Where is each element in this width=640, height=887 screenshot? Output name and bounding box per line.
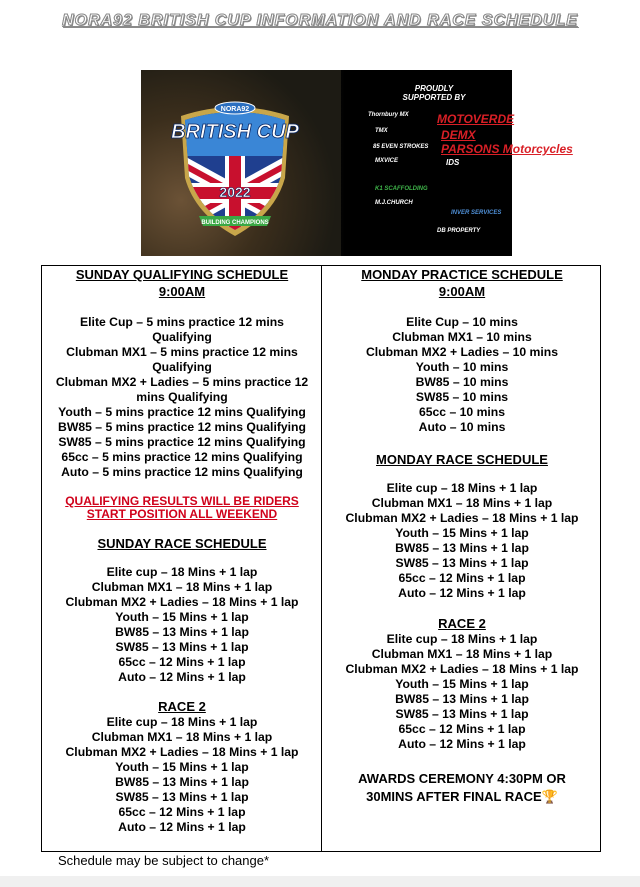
column-divider (321, 265, 322, 852)
sunday-column (44, 265, 320, 835)
qualifying-notice: QUALIFYING RESULTS WILL BE RIDERS (65, 494, 299, 508)
awards-text-line2 (325, 788, 599, 806)
monday-practice-list (325, 315, 599, 435)
trophy-icon: 🏆 (541, 789, 558, 804)
list-item: Clubman MX2 + Ladies – 18 Mins + 1 lap (345, 662, 579, 676)
sponsor-logo: MXVICE (375, 158, 399, 164)
sunday-race-heading: SUNDAY RACE SCHEDULE (97, 536, 267, 551)
list-item: Youth – 15 Mins + 1 lap (115, 760, 249, 774)
list-item: BW85 – 10 mins (415, 375, 509, 389)
list-item: Clubman MX1 – 18 Mins + 1 lap (371, 647, 553, 661)
sponsor-logo: IDS (446, 158, 460, 167)
logo-top-text: NORA92 (220, 106, 250, 113)
list-item: SW85 – 13 Mins + 1 lap (115, 640, 249, 654)
list-item: Elite cup – 18 Mins + 1 lap (106, 715, 258, 729)
list-item: 65cc – 5 mins practice 12 mins Qualifying (61, 450, 303, 464)
list-item: 65cc – 12 Mins + 1 lap (398, 722, 526, 736)
list-item: Elite Cup – 5 mins practice 12 mins (80, 315, 284, 329)
monday-practice-time: 9:00AM (438, 284, 486, 299)
list-item: Elite Cup – 10 mins (406, 315, 518, 329)
monday-race2-heading: RACE 2 (438, 616, 486, 631)
sponsor-logo: INVER SERVICES (451, 210, 502, 216)
list-item: Clubman MX1 – 5 mins practice 12 mins (66, 345, 298, 359)
list-item: Clubman MX2 + Ladies – 18 Mins + 1 lap (65, 595, 299, 609)
monday-race1-list (325, 481, 599, 601)
sponsor-logo: Thornbury MX (368, 112, 409, 118)
page-title: NORA92 BRITISH CUP INFORMATION AND RACE SCHEDULE (62, 12, 578, 29)
monday-race2-list (325, 632, 599, 752)
list-item: Auto – 5 mins practice 12 mins Qualifying (61, 465, 303, 479)
sunday-race2-list (44, 715, 320, 835)
sunday-qualifying-time: 9:00AM (158, 284, 206, 299)
logo-ribbon-text: BUILDING CHAMPIONS (201, 220, 269, 226)
list-item: Youth – 15 Mins + 1 lap (395, 526, 529, 540)
sunday-race1-list (44, 565, 320, 685)
sunday-qualifying-heading: SUNDAY QUALIFYING SCHEDULE (75, 267, 289, 282)
sunday-race2-heading: RACE 2 (158, 699, 206, 714)
supported-by-text: PROUDLY SUPPORTED BY (402, 84, 466, 102)
sponsor-logo: DEMX (441, 128, 476, 142)
list-item: Auto – 10 mins (418, 420, 506, 434)
sponsor-logo: DB PROPERTY (437, 228, 481, 234)
list-item: Qualifying (152, 360, 212, 374)
list-item: SW85 – 13 Mins + 1 lap (395, 556, 529, 570)
sponsor-logo: MOTOVERDE (437, 112, 515, 126)
sponsor-logo: PARSONS Motorcycles (441, 142, 573, 156)
list-item: Auto – 12 Mins + 1 lap (398, 586, 526, 600)
sponsor-logo: K1 SCAFFOLDING (375, 186, 428, 192)
logo-main-text: BRITISH CUP (171, 121, 299, 143)
list-item: 65cc – 10 mins (418, 405, 506, 419)
list-item: Youth – 15 Mins + 1 lap (115, 610, 249, 624)
sponsor-logo: M.J.CHURCH (375, 200, 413, 206)
awards-text: AWARDS CEREMONY 4:30PM OR (358, 771, 566, 786)
list-item: Clubman MX2 + Ladies – 18 Mins + 1 lap (345, 511, 579, 525)
list-item: SW85 – 13 Mins + 1 lap (115, 790, 249, 804)
list-item: Clubman MX2 + Ladies – 5 mins practice 12 (55, 375, 309, 389)
list-item: Clubman MX1 – 18 Mins + 1 lap (91, 580, 273, 594)
list-item: 65cc – 12 Mins + 1 lap (398, 571, 526, 585)
monday-race-heading: MONDAY RACE SCHEDULE (376, 452, 548, 467)
list-item: Youth – 15 Mins + 1 lap (395, 677, 529, 691)
list-item: Clubman MX1 – 18 Mins + 1 lap (91, 730, 273, 744)
footer-note: Schedule may be subject to change* (58, 853, 270, 868)
list-item: Clubman MX2 + Ladies – 10 mins (365, 345, 559, 359)
list-item: 65cc – 12 Mins + 1 lap (118, 655, 246, 669)
page-bottom-bar (0, 876, 640, 887)
list-item: BW85 – 13 Mins + 1 lap (115, 775, 249, 789)
list-item: Clubman MX1 – 10 mins (392, 330, 532, 344)
list-item: Youth – 10 mins (415, 360, 509, 374)
list-item: Auto – 12 Mins + 1 lap (118, 820, 246, 834)
list-item: SW85 – 10 mins (415, 390, 509, 404)
british-cup-logo (171, 98, 299, 238)
list-item: Clubman MX2 + Ladies – 18 Mins + 1 lap (65, 745, 299, 759)
list-item: BW85 – 13 Mins + 1 lap (395, 541, 529, 555)
sunday-qualifying-list (44, 315, 320, 480)
list-item: Qualifying (152, 330, 212, 344)
logo-year-text: 2022 (219, 184, 251, 200)
list-item: mins Qualifying (136, 390, 228, 404)
list-item: 65cc – 12 Mins + 1 lap (118, 805, 246, 819)
sponsor-logo: 85 EVEN STROKES (373, 144, 429, 150)
list-item: Auto – 12 Mins + 1 lap (118, 670, 246, 684)
list-item: Elite cup – 18 Mins + 1 lap (386, 481, 538, 495)
list-item: Clubman MX1 – 18 Mins + 1 lap (371, 496, 553, 510)
list-item: SW85 – 13 Mins + 1 lap (395, 707, 529, 721)
awards-text: 30MINS AFTER FINAL RACE (366, 789, 542, 804)
list-item: BW85 – 13 Mins + 1 lap (115, 625, 249, 639)
list-item: Elite cup – 18 Mins + 1 lap (106, 565, 258, 579)
qualifying-notice: START POSITION ALL WEEKEND (86, 507, 278, 521)
list-item: Youth – 5 mins practice 12 mins Qualifying (58, 405, 306, 419)
list-item: BW85 – 13 Mins + 1 lap (395, 692, 529, 706)
list-item: BW85 – 5 mins practice 12 mins Qualifying (58, 420, 306, 434)
list-item: Auto – 12 Mins + 1 lap (398, 737, 526, 751)
event-banner (141, 70, 573, 256)
list-item: Elite cup – 18 Mins + 1 lap (386, 632, 538, 646)
sponsor-logo: TMX (375, 128, 388, 134)
monday-column (325, 265, 599, 806)
monday-practice-heading: MONDAY PRACTICE SCHEDULE (361, 267, 563, 282)
list-item: SW85 – 5 mins practice 12 mins Qualifying (58, 435, 306, 449)
